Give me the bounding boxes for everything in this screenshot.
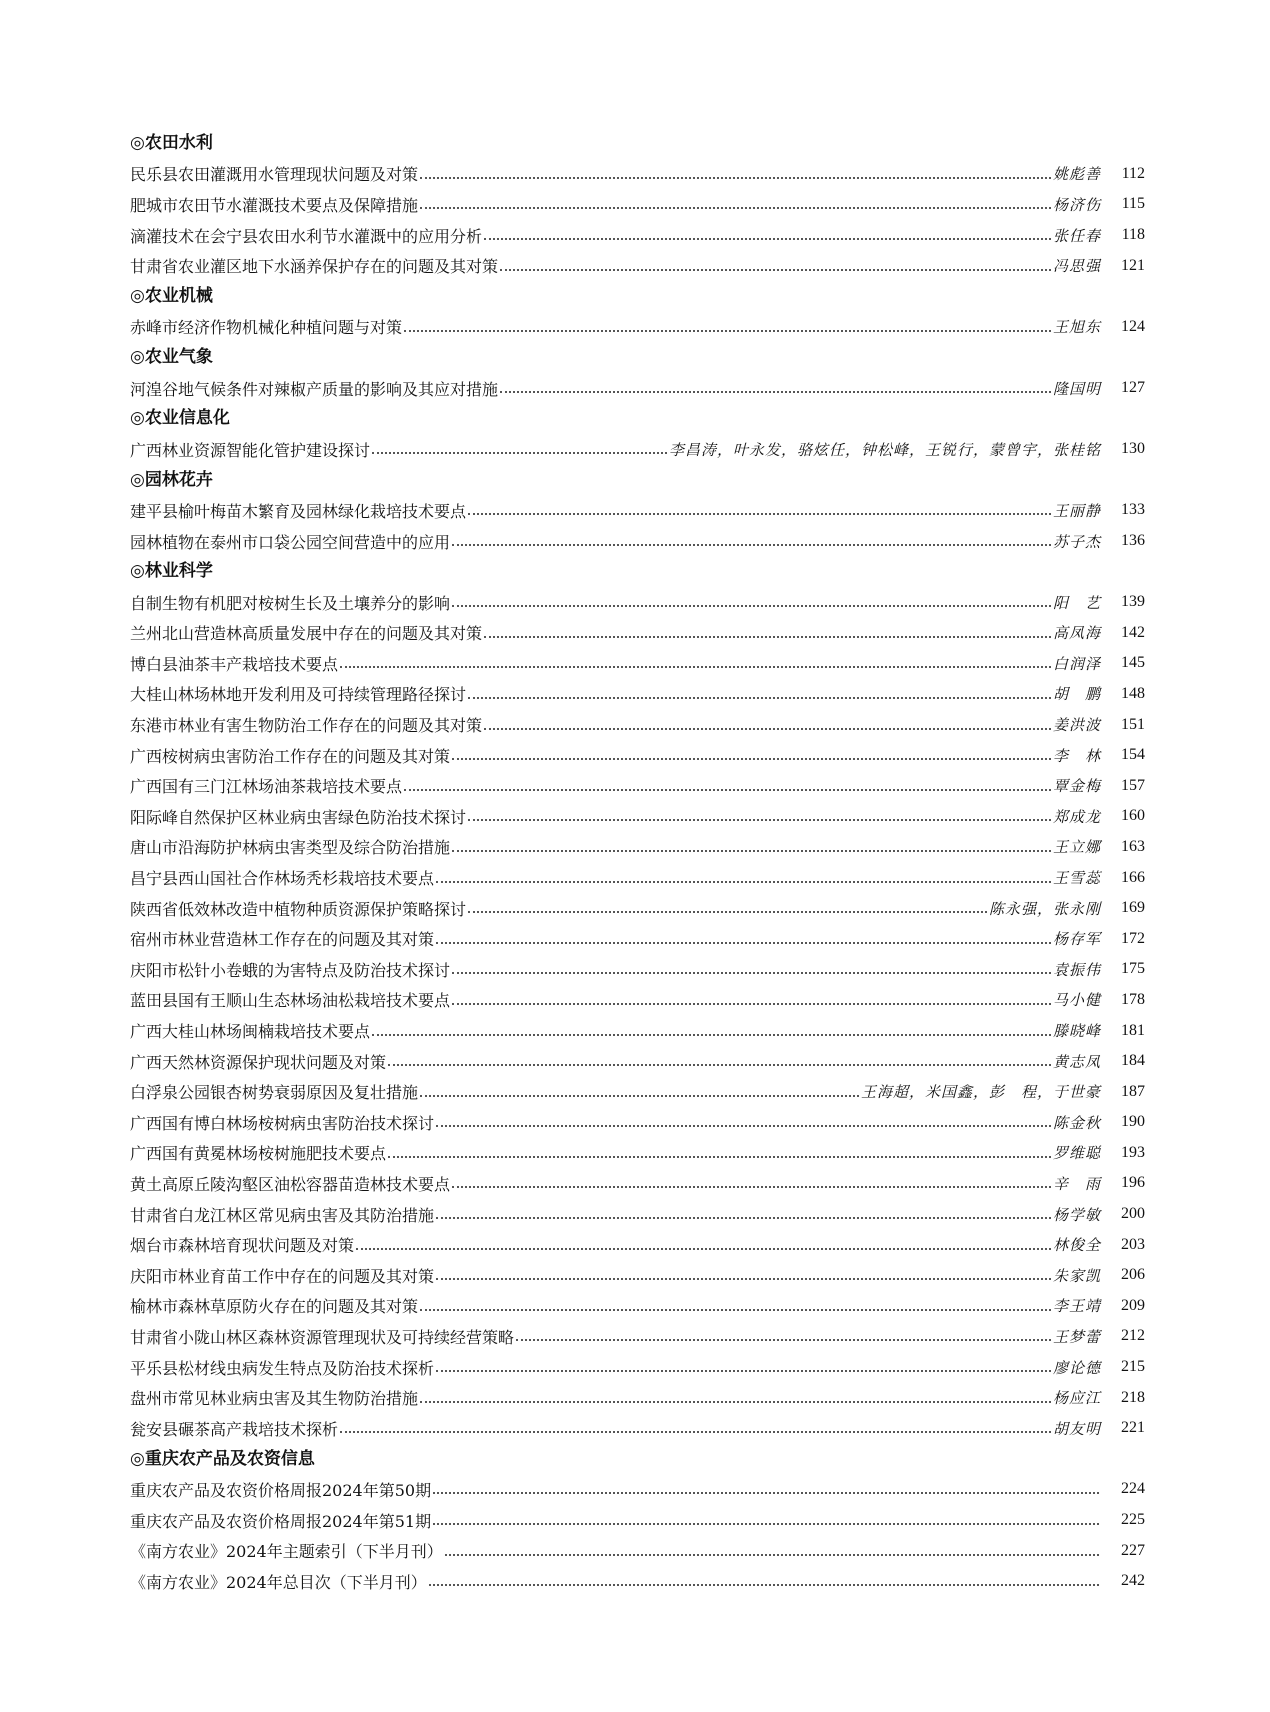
toc-entry [130, 985, 1145, 1016]
entry-author: 罗维聪 [1052, 1144, 1101, 1163]
dot-leader [468, 697, 1051, 699]
entry-page-number: 187 [1121, 1082, 1145, 1100]
dot-leader [484, 238, 1051, 240]
entry-title: 河湟谷地气候条件对辣椒产质量的影响及其应对措施 [130, 379, 499, 399]
dot-leader [372, 452, 667, 454]
entry-author: 冯思强 [1052, 257, 1101, 276]
dot-leader [436, 1370, 1051, 1372]
entry-page-number: 181 [1121, 1021, 1145, 1039]
entry-title: 蓝田县国有王顺山生态林场油松栽培技术要点 [130, 991, 451, 1011]
toc-entry [130, 373, 1145, 404]
entry-page-number: 127 [1121, 379, 1145, 397]
entry-title: 重庆农产品及农资价格周报2024年第50期 [130, 1480, 432, 1500]
toc-entry [130, 923, 1145, 954]
entry-author: 杨存军 [1052, 930, 1101, 949]
dot-leader [468, 513, 1051, 515]
dot-leader [420, 1095, 859, 1097]
toc-entry [130, 495, 1145, 526]
entry-title: 《南方农业》2024年主题索引（下半月刊） [130, 1542, 443, 1562]
dot-leader [388, 1064, 1051, 1066]
entry-title: 赤峰市经济作物机械化种植问题与对策 [130, 318, 403, 338]
entry-page-number: 145 [1121, 654, 1145, 672]
entry-page-number: 154 [1121, 746, 1145, 764]
dot-leader [452, 972, 1051, 974]
toc-entry [130, 1474, 1145, 1505]
entry-page-number: 175 [1121, 960, 1145, 978]
entry-title: 白浮泉公园银杏树势衰弱原因及复壮措施 [130, 1083, 419, 1103]
entry-title: 广西国有博白林场桉树病虫害防治技术探讨 [130, 1113, 435, 1133]
entry-title: 唐山市沿海防护林病虫害类型及综合防治措施 [130, 838, 451, 858]
dot-leader [500, 269, 1051, 271]
entry-author: 李昌涛，叶永发，骆炫任，钟松峰，王锐行，蒙曾宇，张桂铭 [668, 440, 1101, 459]
entry-page-number: 130 [1121, 440, 1145, 458]
toc-entry [130, 250, 1145, 281]
toc-entry [130, 1046, 1145, 1077]
dot-leader [372, 1034, 1051, 1036]
entry-author: 陈永强，张永刚 [988, 899, 1101, 918]
dot-leader [433, 1523, 1099, 1525]
entry-title: 甘肃省小陇山林区森林资源管理现状及可持续经营策略 [130, 1327, 515, 1347]
entry-page-number: 118 [1121, 226, 1145, 244]
dot-leader [436, 881, 1051, 883]
entry-page-number: 193 [1121, 1143, 1145, 1161]
entry-page-number: 112 [1121, 164, 1145, 182]
entry-page-number: 136 [1121, 532, 1145, 550]
entry-author: 王海超，米国鑫，彭 程，于世豪 [860, 1083, 1101, 1102]
toc-entry [130, 1260, 1145, 1291]
dot-leader [452, 1186, 1051, 1188]
section-header: ◎农业信息化 [130, 408, 230, 429]
toc-entry [130, 1505, 1145, 1536]
dot-leader [433, 1492, 1099, 1494]
dot-leader [452, 850, 1051, 852]
entry-title: 广西天然林资源保护现状问题及对策 [130, 1052, 387, 1072]
entry-title: 平乐县松材线虫病发生特点及防治技术探析 [130, 1358, 435, 1378]
entry-author: 王梦蕾 [1052, 1327, 1101, 1346]
toc-entry [130, 189, 1145, 220]
entry-page-number: 196 [1121, 1174, 1145, 1192]
entry-title: 广西大桂山林场闽楠栽培技术要点 [130, 1022, 371, 1042]
entry-page-number: 209 [1121, 1296, 1145, 1314]
entry-page-number: 218 [1121, 1388, 1145, 1406]
entry-author: 张任春 [1052, 226, 1101, 245]
toc-entry [130, 1138, 1145, 1169]
entry-title: 甘肃省白龙江林区常见病虫害及其防治措施 [130, 1205, 435, 1225]
entry-author: 高凤海 [1052, 624, 1101, 643]
dot-leader [420, 1401, 1051, 1403]
entry-page-number: 133 [1121, 501, 1145, 519]
entry-author: 阳 艺 [1052, 593, 1101, 612]
entry-title: 广西国有三门江林场油茶栽培技术要点 [130, 777, 403, 797]
entry-page-number: 184 [1121, 1052, 1145, 1070]
toc-entry [130, 1352, 1145, 1383]
dot-leader [404, 789, 1051, 791]
toc-entry [130, 709, 1145, 740]
entry-author: 黄志凤 [1052, 1052, 1101, 1071]
toc-entry [130, 1107, 1145, 1138]
entry-page-number: 160 [1121, 807, 1145, 825]
entry-title: 陕西省低效林改造中植物种质资源保护策略探讨 [130, 899, 467, 919]
entry-page-number: 151 [1121, 715, 1145, 733]
toc-entry [130, 1413, 1145, 1444]
toc-entry [130, 679, 1145, 710]
section-header: ◎重庆农产品及农资信息 [130, 1448, 315, 1469]
toc-entry [130, 1229, 1145, 1260]
entry-author: 李 林 [1052, 746, 1101, 765]
entry-author: 滕晓峰 [1052, 1022, 1101, 1041]
entry-title: 民乐县农田灌溉用水管理现状问题及对策 [130, 165, 419, 185]
dot-leader [356, 1248, 1051, 1250]
entry-page-number: 121 [1121, 256, 1145, 274]
entry-author: 廖论德 [1052, 1358, 1101, 1377]
entry-title: 黄土高原丘陵沟壑区油松容器苗造林技术要点 [130, 1174, 451, 1194]
dot-leader [429, 1584, 1099, 1586]
entry-page-number: 227 [1121, 1541, 1145, 1559]
dot-leader [340, 1431, 1051, 1433]
entry-author: 袁振伟 [1052, 960, 1101, 979]
dot-leader [452, 1003, 1051, 1005]
entry-title: 阳际峰自然保护区林业病虫害绿色防治技术探讨 [130, 807, 467, 827]
dot-leader [420, 207, 1051, 209]
dot-leader [404, 330, 1051, 332]
entry-title: 甘肃省农业灌区地下水涵养保护存在的问题及其对策 [130, 257, 499, 277]
entry-page-number: 190 [1121, 1113, 1145, 1131]
entry-author: 覃金梅 [1052, 777, 1101, 796]
entry-page-number: 242 [1121, 1572, 1145, 1590]
entry-author: 林俊全 [1052, 1236, 1101, 1255]
entry-author: 隆国明 [1052, 379, 1101, 398]
entry-title: 盘州市常见林业病虫害及其生物防治措施 [130, 1389, 419, 1409]
entry-page-number: 172 [1121, 929, 1145, 947]
toc-entry [130, 587, 1145, 618]
entry-title: 《南方农业》2024年总目次（下半月刊） [130, 1572, 427, 1592]
toc-entry [130, 312, 1145, 343]
entry-author: 胡友明 [1052, 1419, 1101, 1438]
entry-author: 王旭东 [1052, 318, 1101, 337]
entry-author: 杨济伤 [1052, 195, 1101, 214]
entry-author: 杨应江 [1052, 1389, 1101, 1408]
dot-leader [420, 177, 1051, 179]
toc-entry [130, 220, 1145, 251]
entry-title: 庆阳市松针小卷蛾的为害特点及防治技术探讨 [130, 960, 451, 980]
section-header: ◎林业科学 [130, 561, 213, 582]
toc-entry [130, 770, 1145, 801]
entry-page-number: 178 [1121, 990, 1145, 1008]
entry-page-number: 142 [1121, 623, 1145, 641]
toc-entry [130, 1076, 1145, 1107]
entry-title: 重庆农产品及农资价格周报2024年第51期 [130, 1511, 432, 1531]
toc-entry [130, 862, 1145, 893]
toc-entry [130, 1535, 1145, 1566]
entry-page-number: 200 [1121, 1205, 1145, 1223]
entry-page-number: 225 [1121, 1511, 1145, 1529]
toc-entry [130, 893, 1145, 924]
entry-page-number: 221 [1121, 1419, 1145, 1437]
toc-entry [130, 801, 1145, 832]
dot-leader [516, 1339, 1051, 1341]
dot-leader [452, 605, 1051, 607]
table-of-contents [130, 128, 1145, 1597]
entry-author: 马小健 [1052, 991, 1101, 1010]
dot-leader [468, 819, 1051, 821]
dot-leader [445, 1554, 1099, 1556]
dot-leader [436, 1125, 1051, 1127]
toc-entry [130, 1168, 1145, 1199]
entry-author: 李王靖 [1052, 1297, 1101, 1316]
entry-author: 姜洪波 [1052, 716, 1101, 735]
toc-entry [130, 434, 1145, 465]
dot-leader [436, 1278, 1051, 1280]
entry-page-number: 212 [1121, 1327, 1145, 1345]
entry-title: 烟台市森林培育现状问题及对策 [130, 1236, 355, 1256]
toc-entry [130, 1321, 1145, 1352]
toc-entry [130, 1199, 1145, 1230]
section-header: ◎农业机械 [130, 285, 213, 306]
entry-page-number: 139 [1121, 593, 1145, 611]
entry-title: 自制生物有机肥对桉树生长及土壤养分的影响 [130, 593, 451, 613]
toc-entry [130, 648, 1145, 679]
toc-entry [130, 1015, 1145, 1046]
toc-entry [130, 954, 1145, 985]
entry-title: 博白县油茶丰产栽培技术要点 [130, 654, 339, 674]
dot-leader [388, 1156, 1051, 1158]
entry-author: 朱家凯 [1052, 1266, 1101, 1285]
entry-author: 胡 鹏 [1052, 685, 1101, 704]
entry-page-number: 224 [1121, 1480, 1145, 1498]
entry-author: 苏子杰 [1052, 532, 1101, 551]
entry-title: 昌宁县西山国社合作林场秃杉栽培技术要点 [130, 869, 435, 889]
entry-author: 陈金秋 [1052, 1113, 1101, 1132]
dot-leader [436, 1217, 1051, 1219]
entry-title: 瓮安县碾茶高产栽培技术探析 [130, 1419, 339, 1439]
toc-entry [130, 832, 1145, 863]
entry-title: 建平县榆叶梅苗木繁育及园林绿化栽培技术要点 [130, 501, 467, 521]
entry-page-number: 148 [1121, 684, 1145, 702]
entry-title: 宿州市林业营造林工作存在的问题及其对策 [130, 930, 435, 950]
toc-entry [130, 740, 1145, 771]
entry-title: 肥城市农田节水灌溉技术要点及保障措施 [130, 195, 419, 215]
entry-page-number: 124 [1121, 317, 1145, 335]
dot-leader [484, 728, 1051, 730]
entry-page-number: 203 [1121, 1235, 1145, 1253]
dot-leader [420, 1309, 1051, 1311]
entry-page-number: 157 [1121, 776, 1145, 794]
dot-leader [436, 942, 1051, 944]
entry-author: 郑成龙 [1052, 807, 1101, 826]
entry-author: 王立娜 [1052, 838, 1101, 857]
entry-title: 东港市林业有害生物防治工作存在的问题及其对策 [130, 716, 483, 736]
dot-leader [484, 636, 1051, 638]
section-header: ◎农田水利 [130, 133, 213, 153]
toc-entry [130, 618, 1145, 649]
dot-leader [452, 544, 1051, 546]
entry-title: 庆阳市林业育苗工作中存在的问题及其对策 [130, 1266, 435, 1286]
toc-entry [130, 159, 1145, 190]
entry-author: 王丽静 [1052, 501, 1101, 520]
entry-title: 园林植物在泰州市口袋公园空间营造中的应用 [130, 532, 451, 552]
entry-page-number: 206 [1121, 1266, 1145, 1284]
section-header: ◎园林花卉 [130, 469, 213, 490]
entry-title: 广西国有黄冕林场桉树施肥技术要点 [130, 1144, 387, 1164]
dot-leader [468, 911, 987, 913]
entry-page-number: 166 [1121, 868, 1145, 886]
entry-author: 姚彪善 [1052, 165, 1101, 184]
entry-page-number: 163 [1121, 837, 1145, 855]
entry-author: 王雪蕊 [1052, 869, 1101, 888]
dot-leader [500, 391, 1051, 393]
entry-title: 榆林市森林草原防火存在的问题及其对策 [130, 1297, 419, 1317]
section-header: ◎农业气象 [130, 347, 213, 368]
toc-entry [130, 526, 1145, 557]
dot-leader [340, 666, 1051, 668]
toc-entry [130, 1382, 1145, 1413]
entry-page-number: 169 [1121, 899, 1145, 917]
entry-author: 辛 雨 [1052, 1174, 1101, 1193]
entry-page-number: 115 [1121, 195, 1145, 213]
entry-author: 杨学敏 [1052, 1205, 1101, 1224]
entry-title: 大桂山林场林地开发利用及可持续管理路径探讨 [130, 685, 467, 705]
entry-author: 白润泽 [1052, 654, 1101, 673]
entry-title: 广西林业资源智能化管护建设探讨 [130, 440, 371, 460]
entry-title: 兰州北山营造林高质量发展中存在的问题及其对策 [130, 624, 483, 644]
entry-title: 滴灌技术在会宁县农田水利节水灌溉中的应用分析 [130, 226, 483, 246]
entry-title: 广西桉树病虫害防治工作存在的问题及其对策 [130, 746, 451, 766]
toc-entry [130, 1566, 1145, 1597]
entry-page-number: 215 [1121, 1358, 1145, 1376]
dot-leader [452, 758, 1051, 760]
toc-entry [130, 1291, 1145, 1322]
